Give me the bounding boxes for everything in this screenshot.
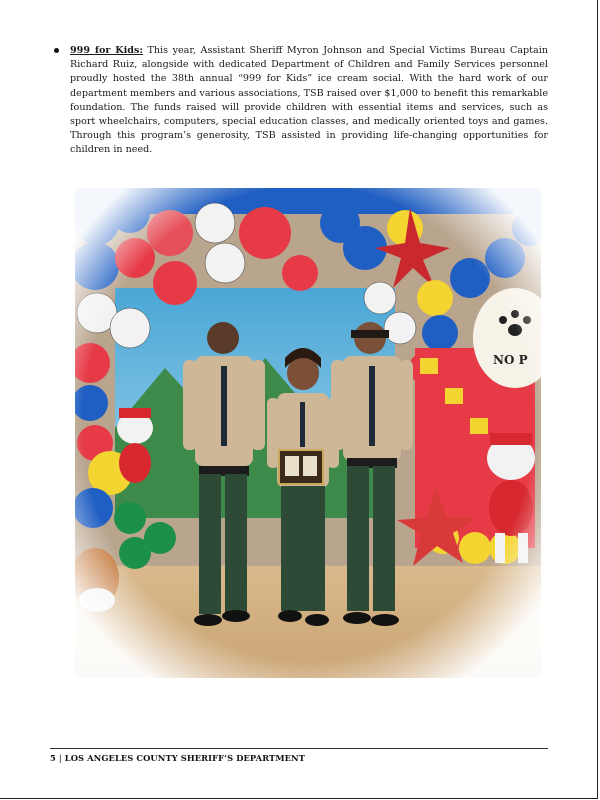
- bullet-point-icon: [54, 48, 59, 53]
- footer-divider: [50, 748, 548, 749]
- footer-department: LOS ANGELES COUNTY SHERIFF’S DEPARTMENT: [64, 753, 305, 763]
- event-photo-illustration: [75, 188, 541, 678]
- bullet-text: This year, Assistant Sheriff Myron Johnson and Special Victims Bureau Captain Richard Ruiz, alongside with dedicated Department of Children and Family Services personnel proudly hosted the 38th annual “999 for Kids” ice cream social. With the hard work of our department members and various associations, TSB raised over $1,000 to benefit this remarkable foundation. The funds raised will provide children with essential items and services, such as sport wheelchairs, computers, special education classes, and medically oriented toys and games. Through this program’s generosity, TSB assisted in providing life-changing opportunities for children in need.: [70, 45, 549, 156]
- page-number: 5: [50, 753, 56, 763]
- page-footer: [50, 753, 305, 763]
- footer-separator: |: [58, 753, 62, 763]
- photo-vignette: [75, 188, 541, 678]
- event-photo: [75, 188, 541, 678]
- bullet-paragraph: [70, 44, 548, 158]
- bullet-lead: 999 for Kids:: [70, 45, 143, 56]
